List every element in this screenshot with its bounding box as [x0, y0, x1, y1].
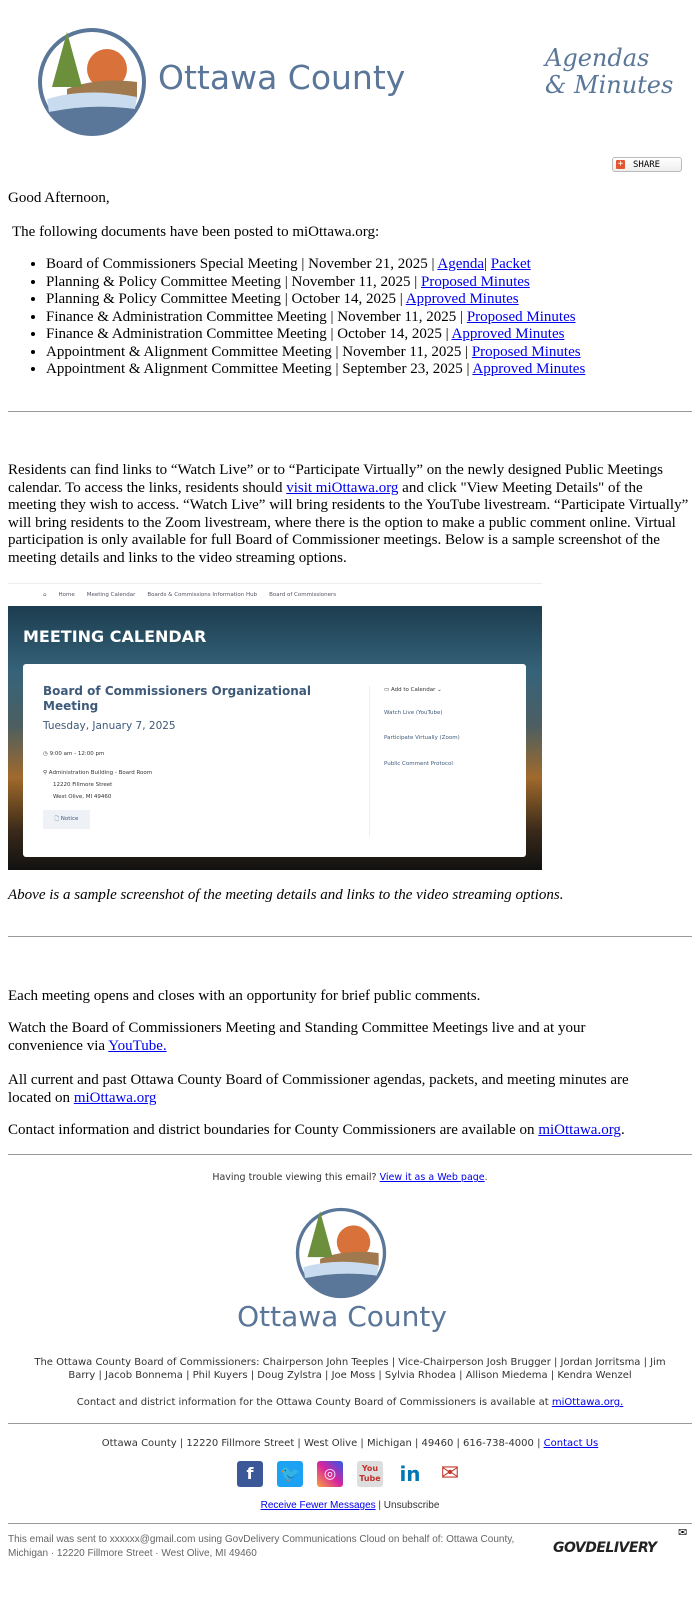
document-item — [46, 274, 692, 292]
document-link[interactable]: Agenda — [437, 256, 485, 272]
meeting-title: Board of Commissioners Organizational Meeting — [43, 684, 311, 713]
email-icon[interactable]: ✉ — [437, 1461, 463, 1487]
intro: The following documents have been posted to miOttawa.org: — [12, 224, 380, 240]
para-youtube — [8, 1020, 648, 1055]
greeting: Good Afternoon, — [8, 190, 110, 206]
subscription-links — [8, 1499, 692, 1512]
sample-nav — [8, 583, 542, 606]
divider — [8, 1423, 692, 1424]
hero-title: MEETING CALENDAR — [23, 627, 207, 646]
participate-virtually-link: Participate Virtually (Zoom) — [384, 735, 460, 741]
para-contact — [8, 1122, 625, 1140]
document-item — [46, 309, 692, 327]
social-icons — [8, 1461, 692, 1487]
tagline-line2: & Minutes — [545, 71, 674, 99]
sample-hero — [8, 606, 542, 870]
address — [8, 1437, 692, 1450]
text: . — [484, 1172, 488, 1183]
meeting-time: 9:00 am - 12:00 pm — [49, 751, 105, 757]
notice-label: Notice — [60, 816, 79, 822]
document-item — [46, 344, 692, 362]
document-text: Appointment & Alignment Committee Meeting | November 11, 2025 | — [46, 343, 472, 360]
plus-icon: + — [617, 159, 624, 169]
text: | — [375, 1500, 384, 1511]
notice-button — [43, 810, 90, 829]
document-link[interactable]: Packet — [490, 256, 531, 272]
meeting-card: Board of Commissioners Organizational Meeting Tuesday, January 7, 2025 ◷ 9:00 am - 12:00 pm ⚲ Administration Building - Board Room 12220 Fillmore Street West Olive, MI 49460 🗋 Notice ▭ Add to Calendar ⌄ Watch Live (YouTube) Participate Virtually (Zoom) Public Comment Protocol — [23, 664, 526, 857]
trouble-viewing — [8, 1171, 692, 1184]
location-icon: ⚲ — [43, 770, 49, 776]
contact-us-link[interactable]: Contact Us — [543, 1438, 599, 1449]
divider — [8, 1523, 692, 1524]
para-agendas — [8, 1072, 668, 1107]
ottawa-logo — [37, 27, 147, 137]
documents-list — [8, 256, 692, 379]
text: Contact and district information for the Ottawa County Board of Commissioners is available at — [76, 1397, 552, 1408]
clock-icon: ◷ — [43, 751, 50, 757]
document-text: Finance & Administration Committee Meeting | October 14, 2025 | — [46, 326, 452, 342]
document-text: Finance & Administration Committee Meeting | November 11, 2025 | — [46, 308, 467, 325]
twitter-icon[interactable]: 🐦 — [277, 1461, 303, 1487]
document-text: Board of Commissioners Special Meeting | November 21, 2025 | — [46, 256, 438, 272]
meeting-location: Administration Building - Board Room — [48, 770, 153, 776]
document-link[interactable]: Approved Minutes — [405, 291, 519, 307]
text: and click "View Meeting Details" of the meeting they wish to access. “Watch Live” will bring residents to the YouTube livestream. “Participate Virtually” will bring residents to the Zoom livestream, where there is the option to make a public comment online. Virtual participation is only available for full Board of Commissioner meetings. Below is a sample screenshot of the meeting details and links to the video streaming options. — [8, 479, 689, 566]
document-link[interactable]: Proposed Minutes — [421, 273, 530, 290]
nav-home: Home — [58, 592, 75, 598]
document-item — [46, 361, 692, 379]
youtube-link[interactable]: YouTube. — [108, 1037, 167, 1054]
contact-miottawa-link[interactable]: miOttawa.org. — [551, 1397, 624, 1408]
miottawa-link[interactable]: miOttawa.org — [73, 1089, 157, 1106]
document-text: Planning & Policy Committee Meeting | November 11, 2025 | — [46, 273, 421, 290]
para-public-comments: Each meeting opens and closes with an opportunity for brief public comments. — [8, 988, 481, 1004]
text: Residents can find links to “Watch Live” or to “Participate Virtually” on the newly designed Public Meetings calendar. To access the links, residents should — [8, 462, 663, 496]
text: All current and past Ottawa County Board of Commissioner agendas, packets, and meeting minutes are located on — [8, 1072, 629, 1106]
share-button[interactable] — [612, 157, 682, 172]
text: Contact information and district boundaries for County Commissioners are available on — [8, 1122, 539, 1138]
document-item: • Board of Commissioners Special Meeting | November 21, 2025 | Agenda| Packet — [46, 256, 692, 274]
receive-fewer-link[interactable]: Receive Fewer Messages — [260, 1500, 376, 1511]
nav-board: Board of Commissioners — [269, 592, 337, 598]
document-text: Appointment & Alignment Committee Meeting | September 23, 2025 | — [46, 361, 473, 377]
watch-live-link: Watch Live (YouTube) — [384, 710, 443, 716]
footer-logo — [295, 1207, 387, 1299]
sample-screenshot — [8, 583, 542, 870]
footer-org-name: Ottawa County — [237, 1300, 447, 1333]
public-comment-link: Public Comment Protocol — [384, 761, 453, 767]
document-link[interactable]: Approved Minutes — [472, 361, 586, 377]
web-page-link[interactable]: View it as a Web page — [379, 1172, 485, 1183]
linkedin-icon[interactable]: in — [397, 1461, 423, 1487]
divider — [8, 1154, 692, 1155]
sent-notice: This email was sent to xxxxxx@gmail.com using GovDelivery Communications Cloud on behalf of: Ottawa County, Michigan · 12220 Fillmore Street · West Olive, MI 49460 — [8, 1534, 515, 1559]
miottawa-link-2[interactable]: miOttawa.org — [538, 1122, 621, 1138]
org-name: Ottawa County — [158, 58, 406, 97]
share-label: SHARE — [633, 160, 661, 170]
nav-meeting-calendar: Meeting Calendar — [86, 592, 136, 598]
residents-paragraph — [8, 462, 694, 567]
govdelivery-logo[interactable]: GOVDELIVERY — [553, 1540, 657, 1556]
document-link[interactable]: Approved Minutes — [451, 326, 565, 342]
document-text: Planning & Policy Committee Meeting | October 14, 2025 | — [46, 291, 406, 307]
agendas-minutes-tagline — [545, 45, 673, 99]
document-item — [46, 326, 692, 344]
unsubscribe-link[interactable]: Unsubscribe — [383, 1500, 440, 1511]
document-link[interactable]: Proposed Minutes — [471, 343, 581, 360]
text: Having trouble viewing this email? — [212, 1172, 380, 1183]
tagline-line1: Agendas — [545, 44, 650, 72]
caption: Above is a sample screenshot of the meeting details and links to the video streaming options. — [8, 887, 564, 903]
instagram-icon[interactable]: ◎ — [317, 1461, 343, 1487]
document-item — [46, 291, 692, 309]
commissioners-list: The Ottawa County Board of Commissioners: Chairperson John Teeples | Vice-Chairperson Josh Brugger | Jordan Jorritsma | Jim Barry | Jacob Bonnema | Phil Kuyers | Doug Zylstra | Joe Moss | Sylvia Rhodea | Allison Miedema | Kendra Wenzel — [34, 1357, 666, 1381]
contact-info — [8, 1396, 692, 1409]
nav-boards-hub: Boards & Commissions Information Hub — [147, 592, 258, 598]
meeting-date: Tuesday, January 7, 2025 — [43, 720, 176, 732]
youtube-icon[interactable]: You Tube — [357, 1461, 383, 1487]
document-link[interactable]: Proposed Minutes — [466, 308, 576, 325]
city: West Olive, MI 49460 — [53, 794, 112, 800]
text: Watch the Board of Commissioners Meeting and Standing Committee Meetings live and at your convenience via — [8, 1020, 586, 1054]
home-icon: ⌂ — [43, 592, 47, 598]
street: 12220 Fillmore Street — [53, 782, 113, 788]
divider — [8, 411, 692, 412]
add-to-calendar: Add to Calendar — [390, 687, 436, 693]
facebook-icon[interactable]: f — [237, 1461, 263, 1487]
text: Ottawa County | 12220 Fillmore Street | West Olive | Michigan | 49460 | 616-738-4000 | — [101, 1438, 544, 1449]
divider — [8, 936, 692, 937]
visit-miottawa-link[interactable]: visit miOttawa.org — [286, 479, 399, 496]
calendar-icon: ▭ — [384, 687, 391, 693]
text: . — [620, 1122, 625, 1138]
envelope-icon: ✉ — [678, 1527, 688, 1539]
document-icon: 🗋 — [54, 816, 61, 822]
